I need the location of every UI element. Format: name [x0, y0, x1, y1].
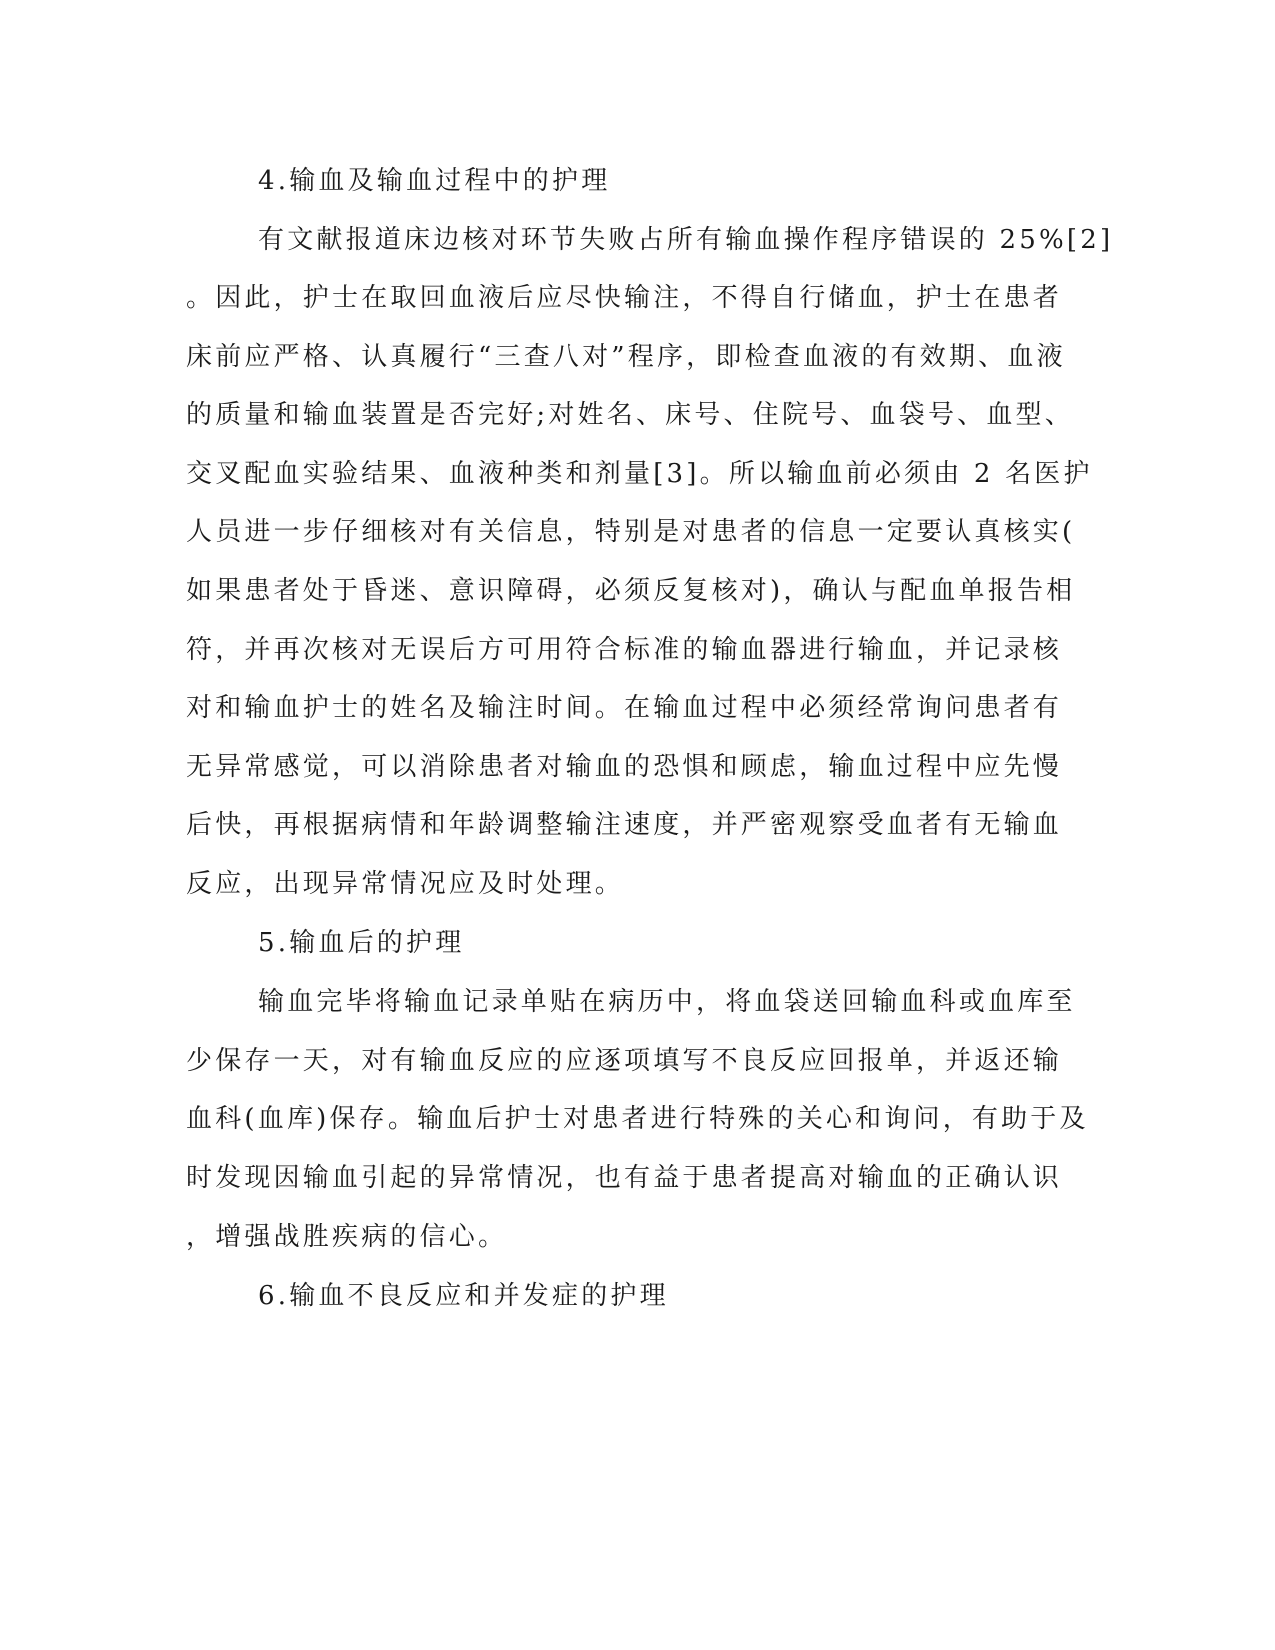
paragraph-line: 人员进一步仔细核对有关信息，特别是对患者的信息一定要认真核实( — [186, 517, 1076, 547]
paragraph-line: 后快，再根据病情和年龄调整输注速度，并严密观察受血者有无输血 — [186, 810, 1063, 840]
paragraph-line: 有文献报道床边核对环节失败占所有输血操作程序错误的 25%[2] — [258, 225, 1114, 255]
paragraph-line: 符，并再次核对无误后方可用符合标准的输血器进行输血，并记录核 — [186, 635, 1063, 665]
paragraph-line: 交叉配血实验结果、血液种类和剂量[3]。所以输血前必须由 2 名医护 — [186, 459, 1093, 489]
section-heading-4: 4.输血及输血过程中的护理 — [258, 166, 611, 196]
section-heading-5: 5.输血后的护理 — [258, 928, 465, 958]
paragraph-line: 少保存一天，对有输血反应的应逐项填写不良反应回报单，并返还输 — [186, 1046, 1063, 1076]
paragraph-line: 时发现因输血引起的异常情况，也有益于患者提高对输血的正确认识 — [186, 1163, 1063, 1193]
paragraph-line: 如果患者处于昏迷、意识障碍，必须反复核对)，确认与配血单报告相 — [186, 576, 1076, 606]
paragraph-line: 对和输血护士的姓名及输注时间。在输血过程中必须经常询问患者有 — [186, 693, 1063, 723]
section-heading-6: 6.输血不良反应和并发症的护理 — [258, 1281, 669, 1311]
paragraph-line: 。因此，护士在取回血液后应尽快输注，不得自行储血，护士在患者 — [186, 283, 1063, 313]
paragraph-line: 血科(血库)保存。输血后护士对患者进行特殊的关心和询问，有助于及 — [186, 1104, 1089, 1134]
paragraph-line: 输血完毕将输血记录单贴在病历中，将血袋送回输血科或血库至 — [258, 987, 1076, 1017]
paragraph-line: 床前应严格、认真履行“三查八对”程序，即检查血液的有效期、血液 — [186, 342, 1066, 372]
paragraph-line: 反应，出现异常情况应及时处理。 — [186, 869, 625, 899]
paragraph-line: ，增强战胜疾病的信心。 — [186, 1222, 508, 1252]
paragraph-line: 无异常感觉，可以消除患者对输血的恐惧和顾虑，输血过程中应先慢 — [186, 752, 1063, 782]
paragraph-line: 的质量和输血装置是否完好;对姓名、床号、住院号、血袋号、血型、 — [186, 400, 1074, 430]
